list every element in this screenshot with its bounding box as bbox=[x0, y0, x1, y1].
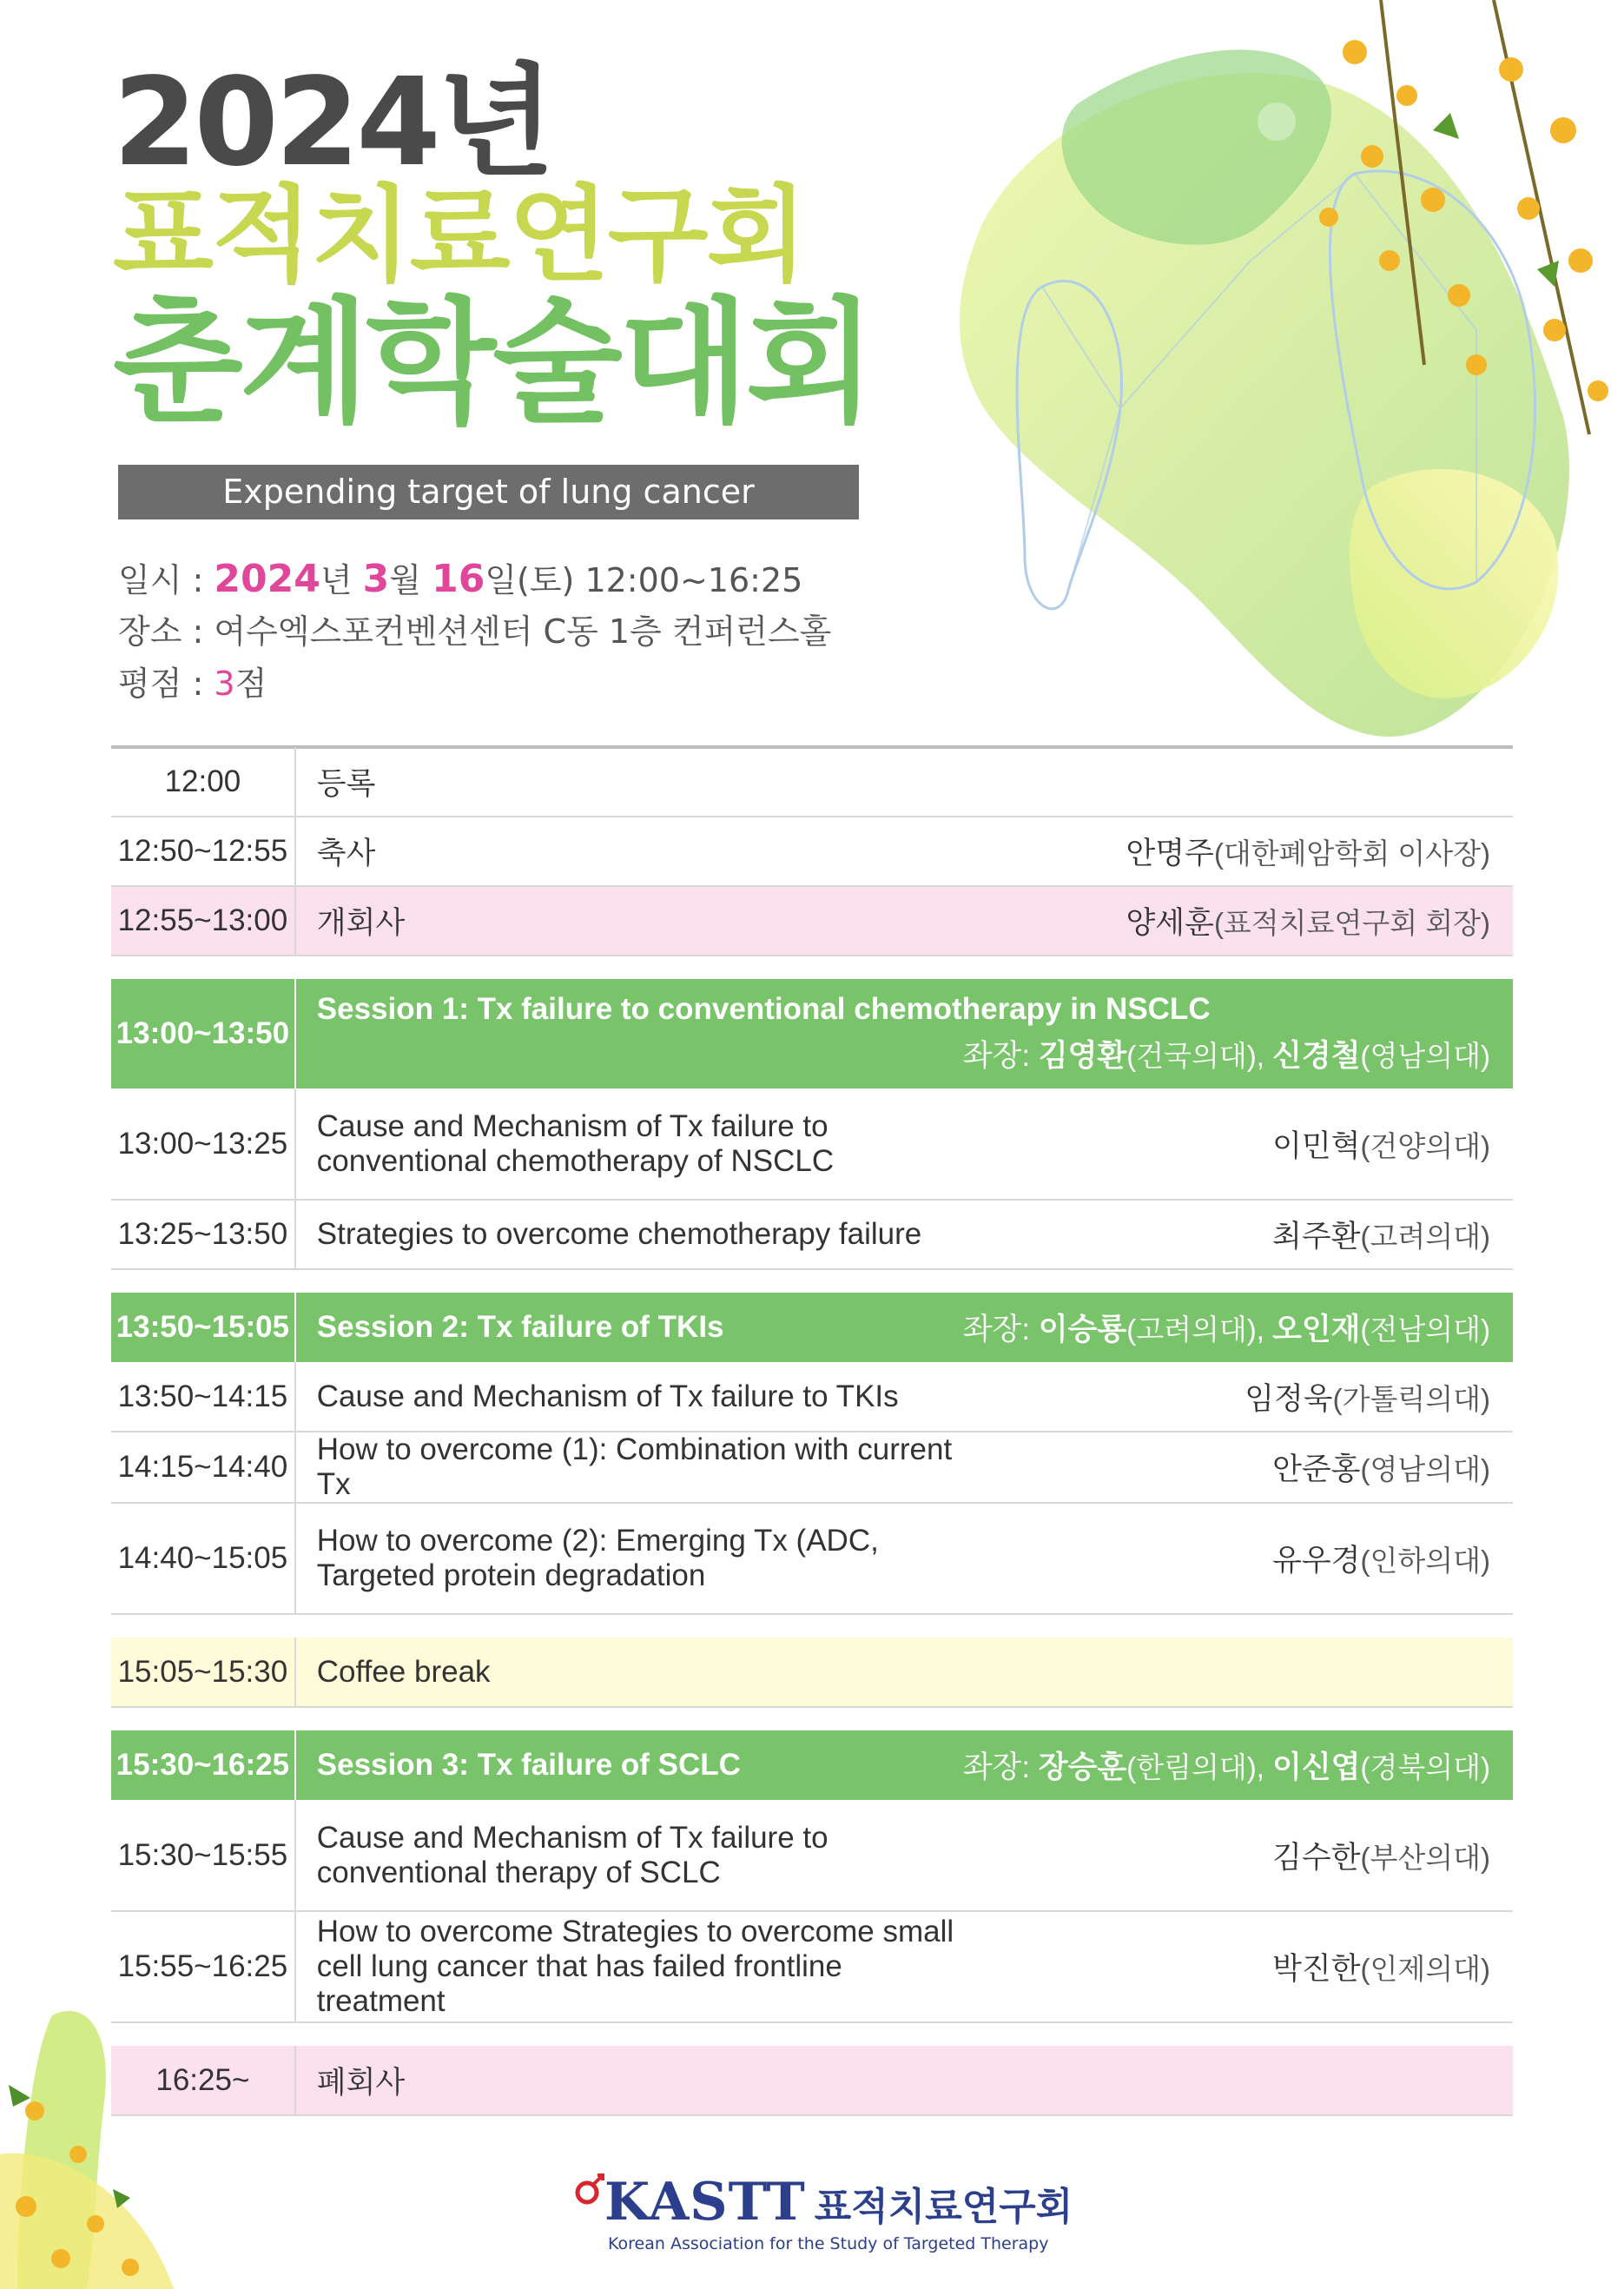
chair-prefix: 좌장: bbox=[962, 1750, 1039, 1784]
row-time: 15:05~15:30 bbox=[111, 1637, 295, 1707]
row-time: 14:15~14:40 bbox=[111, 1432, 295, 1503]
date-month: 3 bbox=[362, 557, 390, 601]
row-topic: 폐회사 bbox=[295, 2046, 1513, 2115]
chair-affiliation: (경북의대) bbox=[1360, 1751, 1490, 1783]
row-topic: 등록 bbox=[295, 747, 1513, 817]
session-cell bbox=[295, 979, 1513, 1088]
speaker-affiliation: (가톨릭의대) bbox=[1332, 1382, 1490, 1415]
row-topic: How to overcome Strategies to overcome small cell lung cancer that has failed frontline treatment bbox=[295, 1911, 963, 2022]
session-time: 13:50~15:05 bbox=[111, 1293, 295, 1362]
forsythia-branch-top bbox=[1319, 0, 1608, 434]
table-row bbox=[111, 1637, 1513, 1707]
row-topic: Cause and Mechanism of Tx failure to conventional therapy of SCLC bbox=[295, 1800, 963, 1911]
speaker-affiliation: (고려의대) bbox=[1360, 1221, 1490, 1253]
chair-affiliation: (영남의대) bbox=[1360, 1040, 1490, 1072]
row-topic: How to overcome (1): Combination with current Tx bbox=[295, 1432, 963, 1503]
chair-name: 이신엽 bbox=[1272, 1750, 1361, 1784]
info-date bbox=[118, 557, 803, 601]
speaker-name: 이민혁 bbox=[1272, 1128, 1361, 1163]
table-row bbox=[111, 1432, 1513, 1503]
row-topic: 개회사 bbox=[295, 886, 963, 956]
chair-name: 장승훈 bbox=[1038, 1750, 1127, 1784]
row-topic: Cause and Mechanism of Tx failure to conventional chemotherapy of NSCLC bbox=[295, 1088, 963, 1200]
date-year: 2024 bbox=[214, 557, 320, 601]
title-event: 춘계학술대회 bbox=[113, 284, 873, 441]
date-month-suffix: 월 bbox=[389, 561, 432, 599]
info-credit bbox=[118, 665, 267, 703]
info-venue bbox=[118, 612, 832, 651]
speaker-affiliation: (인제의대) bbox=[1360, 1953, 1490, 1985]
chair-name: 김영환 bbox=[1038, 1039, 1127, 1073]
row-time: 12:50~12:55 bbox=[111, 817, 295, 886]
row-speaker bbox=[963, 1911, 1513, 2022]
speaker-affiliation: (건양의대) bbox=[1360, 1129, 1490, 1162]
session-chairs bbox=[963, 1730, 1513, 1800]
table-row bbox=[111, 1362, 1513, 1432]
row-spacer bbox=[111, 1269, 1513, 1293]
speaker-name: 안명주 bbox=[1126, 837, 1214, 870]
row-time: 15:55~16:25 bbox=[111, 1911, 295, 2022]
table-row bbox=[111, 1911, 1513, 2022]
row-speaker bbox=[963, 1362, 1513, 1432]
session-header-3 bbox=[111, 1730, 1513, 1800]
credit-label: 평점 : bbox=[118, 665, 215, 703]
row-time: 15:30~15:55 bbox=[111, 1800, 295, 1911]
credit-value: 3 bbox=[214, 665, 235, 703]
session-time: 13:00~13:50 bbox=[111, 979, 295, 1088]
title-year: 2024년 bbox=[113, 52, 551, 194]
table-row bbox=[111, 886, 1513, 956]
row-speaker bbox=[963, 817, 1513, 886]
row-topic: Strategies to overcome chemotherapy failure bbox=[295, 1200, 963, 1269]
logo-abbr: KASTT bbox=[604, 2172, 806, 2233]
row-speaker bbox=[963, 1503, 1513, 1614]
chair-affiliation: (고려의대), bbox=[1126, 1313, 1273, 1346]
chair-affiliation: (건국의대), bbox=[1126, 1040, 1273, 1072]
row-speaker bbox=[963, 886, 1513, 956]
chair-prefix: 좌장: bbox=[962, 1039, 1039, 1073]
session-time: 15:30~16:25 bbox=[111, 1730, 295, 1800]
row-time: 16:25~ bbox=[111, 2046, 295, 2115]
venue-label: 장소 : bbox=[118, 612, 215, 651]
row-time: 13:00~13:25 bbox=[111, 1088, 295, 1200]
speaker-name: 양세훈 bbox=[1126, 906, 1214, 940]
credit-suffix: 점 bbox=[234, 665, 267, 703]
row-speaker bbox=[963, 1088, 1513, 1200]
logo-english: Korean Association for the Study of Targeted Therapy bbox=[608, 2234, 1049, 2253]
session-title: Session 1: Tx failure to conventional chemotherapy in NSCLC bbox=[316, 992, 1211, 1026]
chair-affiliation: (한림의대), bbox=[1126, 1751, 1273, 1783]
chair-affiliation: (전남의대) bbox=[1360, 1313, 1490, 1346]
speaker-affiliation: (표적치료연구회 회장) bbox=[1213, 907, 1490, 939]
subtitle-bar: Expending target of lung cancer bbox=[118, 465, 859, 519]
table-row bbox=[111, 1800, 1513, 1911]
table-row bbox=[111, 1088, 1513, 1200]
speaker-affiliation: (대한폐암학회 이사장) bbox=[1213, 837, 1490, 870]
venue-value: 여수엑스포컨벤션센터 C동 1층 컨퍼런스홀 bbox=[214, 612, 832, 651]
speaker-affiliation: (부산의대) bbox=[1360, 1841, 1490, 1874]
row-speaker bbox=[963, 1432, 1513, 1503]
session-chairs bbox=[963, 1293, 1513, 1362]
date-year-suffix: 년 bbox=[320, 561, 363, 599]
speaker-name: 임정욱 bbox=[1244, 1381, 1333, 1416]
chair-name: 신경철 bbox=[1272, 1039, 1361, 1073]
title-organization: 표적치료연구회 bbox=[113, 175, 806, 296]
row-time: 13:25~13:50 bbox=[111, 1200, 295, 1269]
chair-name: 오인재 bbox=[1272, 1313, 1361, 1346]
row-spacer bbox=[111, 2022, 1513, 2046]
session-chairs bbox=[317, 1032, 1490, 1075]
speaker-name: 유우경 bbox=[1272, 1544, 1361, 1578]
row-speaker bbox=[963, 1800, 1513, 1911]
table-row bbox=[111, 817, 1513, 886]
logo-korean: 표적치료연구회 bbox=[814, 2185, 1073, 2229]
speaker-affiliation: (인하의대) bbox=[1360, 1545, 1490, 1577]
row-time: 12:55~13:00 bbox=[111, 886, 295, 956]
session-title: Session 2: Tx failure of TKIs bbox=[295, 1293, 963, 1362]
session-header-1 bbox=[111, 979, 1513, 1088]
speaker-name: 박진한 bbox=[1272, 1952, 1361, 1986]
date-rest: 일(토) 12:00~16:25 bbox=[485, 561, 803, 599]
session-header-2 bbox=[111, 1293, 1513, 1362]
lung-illustration bbox=[960, 50, 1569, 737]
table-row bbox=[111, 1503, 1513, 1614]
row-spacer bbox=[111, 1614, 1513, 1637]
table-row bbox=[111, 1200, 1513, 1269]
row-time: 14:40~15:05 bbox=[111, 1503, 295, 1614]
row-topic: Cause and Mechanism of Tx failure to TKIs bbox=[295, 1362, 963, 1432]
table-row bbox=[111, 2046, 1513, 2115]
row-topic: How to overcome (2): Emerging Tx (ADC, Targeted protein degradation bbox=[295, 1503, 963, 1614]
speaker-name: 안준홍 bbox=[1272, 1452, 1361, 1486]
row-speaker bbox=[963, 1200, 1513, 1269]
logo-mark-icon bbox=[573, 2172, 608, 2206]
schedule-table bbox=[111, 747, 1513, 2116]
table-row bbox=[111, 747, 1513, 817]
row-topic: Coffee break bbox=[295, 1637, 1513, 1707]
kastt-logo bbox=[573, 2172, 1073, 2253]
row-time: 13:50~14:15 bbox=[111, 1362, 295, 1432]
session-title: Session 3: Tx failure of SCLC bbox=[295, 1730, 963, 1800]
speaker-name: 김수한 bbox=[1272, 1840, 1361, 1875]
row-spacer bbox=[111, 1707, 1513, 1730]
date-label: 일시 : bbox=[118, 561, 215, 599]
date-day: 16 bbox=[432, 557, 485, 601]
chair-prefix: 좌장: bbox=[962, 1313, 1039, 1346]
speaker-name: 최주환 bbox=[1272, 1220, 1361, 1254]
speaker-affiliation: (영남의대) bbox=[1360, 1453, 1490, 1485]
chair-name: 이승룡 bbox=[1038, 1313, 1127, 1346]
row-time: 12:00 bbox=[111, 747, 295, 817]
row-spacer bbox=[111, 956, 1513, 979]
row-topic: 축사 bbox=[295, 817, 963, 886]
